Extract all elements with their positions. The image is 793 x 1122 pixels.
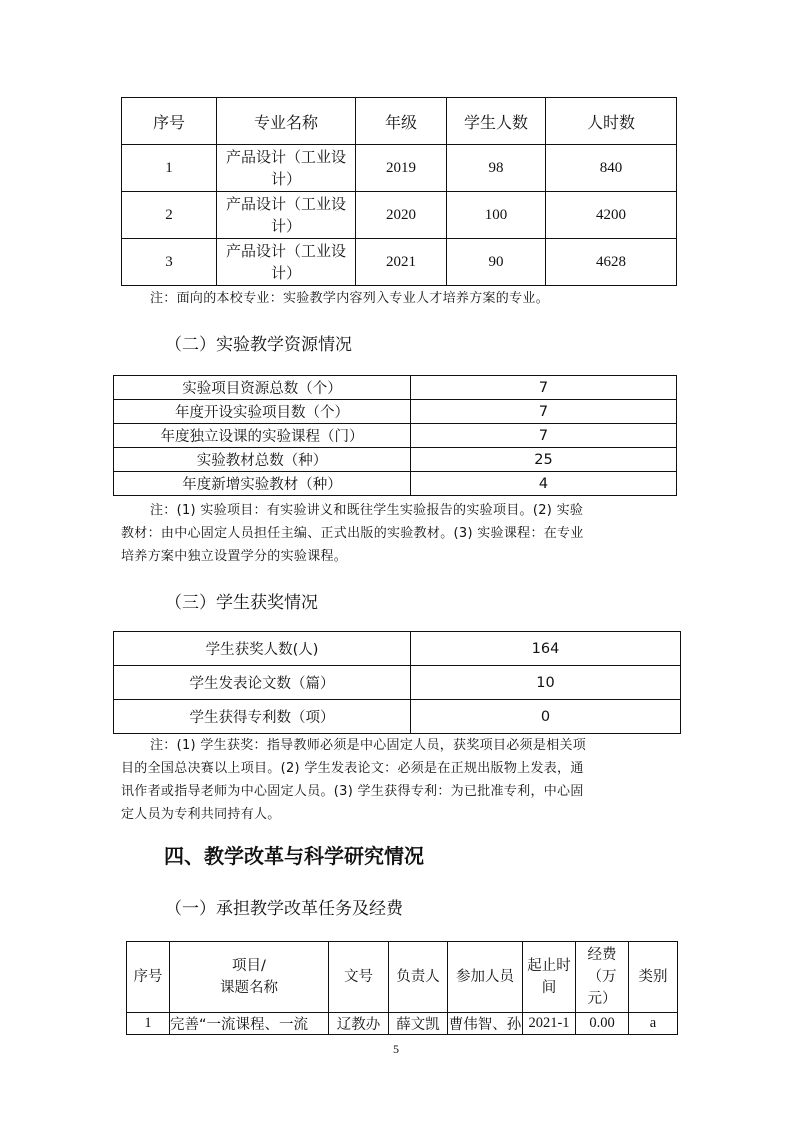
table-row: [114, 400, 677, 424]
section3-note-line: 目的全国总决赛以上项目。(2) 学生发表论文：必须是在正规出版物上发表，通: [121, 761, 584, 776]
header-no: 序号: [122, 98, 217, 145]
header-students: 学生人数: [447, 98, 546, 145]
row-label: 年度独立设课的实验课程（门）: [114, 424, 411, 448]
table-row: [114, 424, 677, 448]
row-label: 实验教材总数（种）: [114, 448, 411, 472]
table-row: [114, 376, 677, 400]
row-no: 1: [122, 145, 217, 192]
section3-note-line: 注：(1) 学生获奖：指导教师必须是中心固定人员，获奖项目必须是相关项: [150, 738, 587, 753]
row-grade: 2019: [356, 145, 447, 192]
row-members: 曹伟智、孙: [448, 1013, 523, 1035]
chapter4-sub1-title: （一）承担教学改革任务及经费: [165, 899, 403, 919]
row-category: a: [629, 1013, 678, 1035]
row-label: 实验项目资源总数（个）: [114, 376, 411, 400]
table1-note: 注：面向的本校专业：实验教学内容列入专业人才培养方案的专业。: [150, 291, 550, 306]
row-doc: 辽教办: [329, 1013, 389, 1035]
header-fund: 经费 （万 元）: [576, 942, 629, 1013]
section2-note-line: 培养方案中独立设置学分的实验课程。: [121, 549, 348, 564]
table-row: [122, 145, 677, 192]
row-students: 90: [447, 239, 546, 286]
row-value: 7: [411, 424, 677, 448]
row-value: 7: [411, 400, 677, 424]
header-category: 类别: [629, 942, 678, 1013]
row-hours: 4200: [546, 192, 677, 239]
table-row: [114, 666, 681, 700]
header-period: 起止时 间: [523, 942, 576, 1013]
row-project: 完善“一流课程、一流: [170, 1013, 329, 1035]
table-row: [114, 448, 677, 472]
row-label: 学生获得专利数（项）: [114, 700, 411, 734]
table-row: [127, 1013, 678, 1035]
table-row: [122, 239, 677, 286]
row-no: 2: [122, 192, 217, 239]
header-members: 参加人员: [448, 942, 523, 1013]
header-no: 序号: [127, 942, 170, 1013]
header-grade: 年级: [356, 98, 447, 145]
table-header-row: [127, 942, 678, 1013]
row-major: 产品设计（工业设 计）: [217, 239, 356, 286]
row-major: 产品设计（工业设 计）: [217, 145, 356, 192]
reform-projects-table: [126, 941, 678, 1035]
row-value: 25: [411, 448, 677, 472]
chapter4-title: 四、教学改革与科学研究情况: [164, 844, 424, 868]
row-value: 0: [411, 700, 681, 734]
enrollment-table: [121, 97, 677, 286]
section3-note-line: 讯作者或指导老师为中心固定人员。(3) 学生获得专利：为已批准专利，中心固: [121, 784, 584, 799]
header-doc: 文号: [329, 942, 389, 1013]
row-no: 3: [122, 239, 217, 286]
section3-note-line: 定人员为专利共同持有人。: [121, 807, 281, 822]
row-major: 产品设计（工业设 计）: [217, 192, 356, 239]
table-row: [114, 700, 681, 734]
row-value: 164: [411, 632, 681, 666]
row-leader: 薛文凯: [389, 1013, 448, 1035]
table-row: [122, 192, 677, 239]
row-students: 98: [447, 145, 546, 192]
row-hours: 4628: [546, 239, 677, 286]
table-row: [114, 472, 677, 496]
header-project: 项目/ 课题名称: [170, 942, 329, 1013]
header-hours: 人时数: [546, 98, 677, 145]
section3-title: （三）学生获奖情况: [165, 593, 318, 613]
row-students: 100: [447, 192, 546, 239]
row-value: 7: [411, 376, 677, 400]
row-label: 年度新增实验教材（种）: [114, 472, 411, 496]
section2-note-line: 注：(1) 实验项目：有实验讲义和既往学生实验报告的实验项目。(2) 实验: [150, 503, 584, 518]
row-value: 4: [411, 472, 677, 496]
row-hours: 840: [546, 145, 677, 192]
awards-table: [113, 631, 681, 734]
table-row: [114, 632, 681, 666]
row-label: 学生发表论文数（篇）: [114, 666, 411, 700]
row-label: 年度开设实验项目数（个）: [114, 400, 411, 424]
row-label: 学生获奖人数(人): [114, 632, 411, 666]
page-number: 5: [393, 1042, 399, 1056]
row-fund: 0.00: [576, 1013, 629, 1035]
resources-table: [113, 375, 677, 496]
row-no: 1: [127, 1013, 170, 1035]
row-grade: 2021: [356, 239, 447, 286]
section2-title: （二）实验教学资源情况: [165, 335, 352, 355]
table-header-row: [122, 98, 677, 145]
section2-note-line: 教材：由中心固定人员担任主编、正式出版的实验教材。(3) 实验课程：在专业: [121, 526, 584, 541]
row-grade: 2020: [356, 192, 447, 239]
header-major: 专业名称: [217, 98, 356, 145]
row-value: 10: [411, 666, 681, 700]
header-leader: 负责人: [389, 942, 448, 1013]
row-period: 2021-1: [523, 1013, 576, 1035]
